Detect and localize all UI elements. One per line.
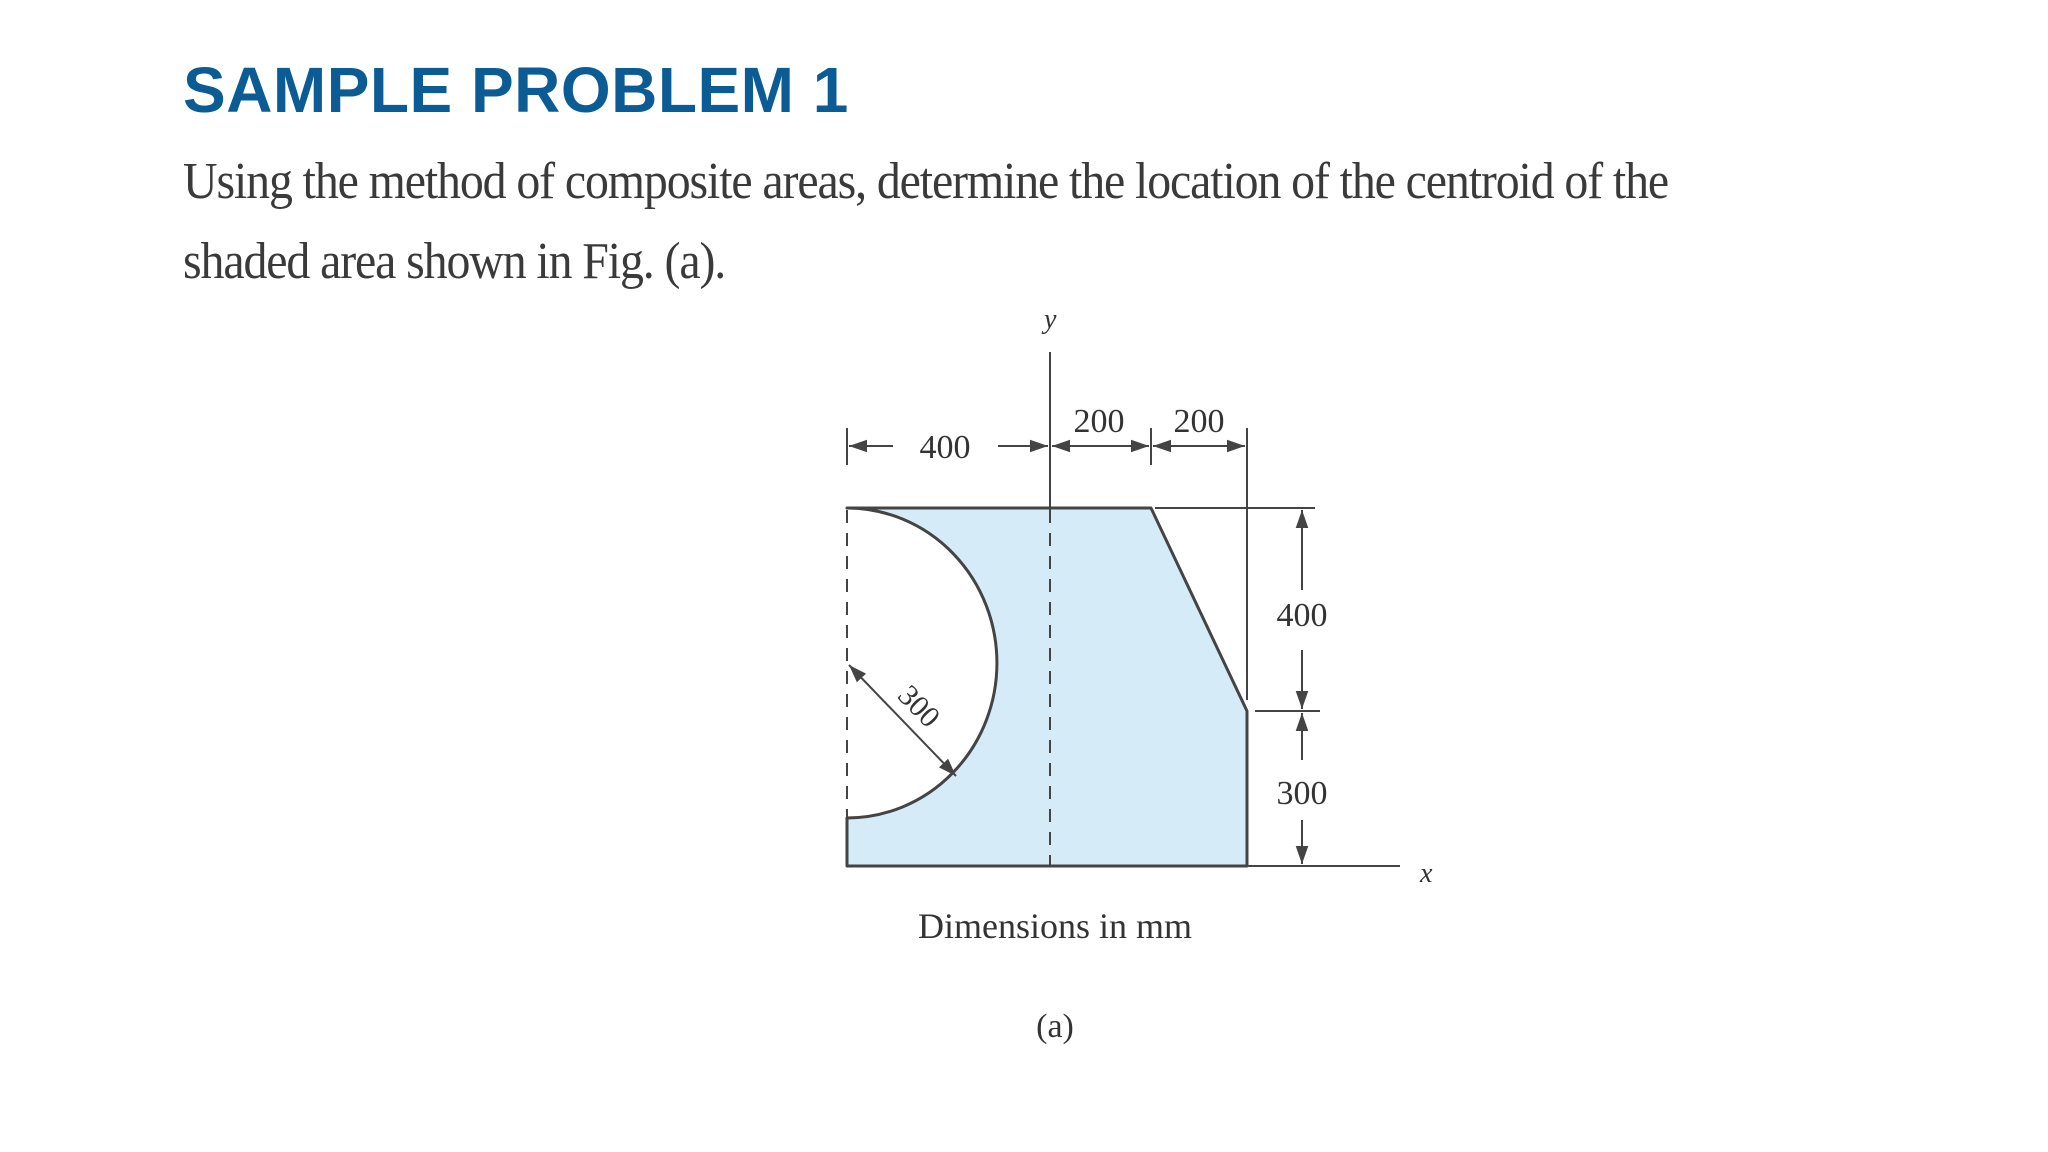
problem-line-1: Using the method of composite areas, determine the location of the centroid of the (183, 153, 1669, 210)
units-caption: Dimensions in mm (917, 906, 1193, 946)
problem-line-2: shaded area shown in Fig. (a). (183, 233, 726, 290)
radius-line (849, 665, 956, 776)
dim-label-right-upper: 400 (1276, 597, 1328, 634)
x-axis-label: x (1420, 858, 1433, 889)
y-axis-label: y (1044, 304, 1057, 335)
slide-title: SAMPLE PROBLEM 1 (183, 54, 849, 126)
dim-label-left: 400 (919, 429, 971, 466)
radius-label: 300 (891, 678, 947, 735)
dim-label-right-lower: 300 (1276, 775, 1328, 812)
figure-label: (a) (1036, 1008, 1074, 1045)
dim-label-mid-2: 200 (1173, 403, 1225, 440)
dim-label-mid-1: 200 (1073, 403, 1125, 440)
